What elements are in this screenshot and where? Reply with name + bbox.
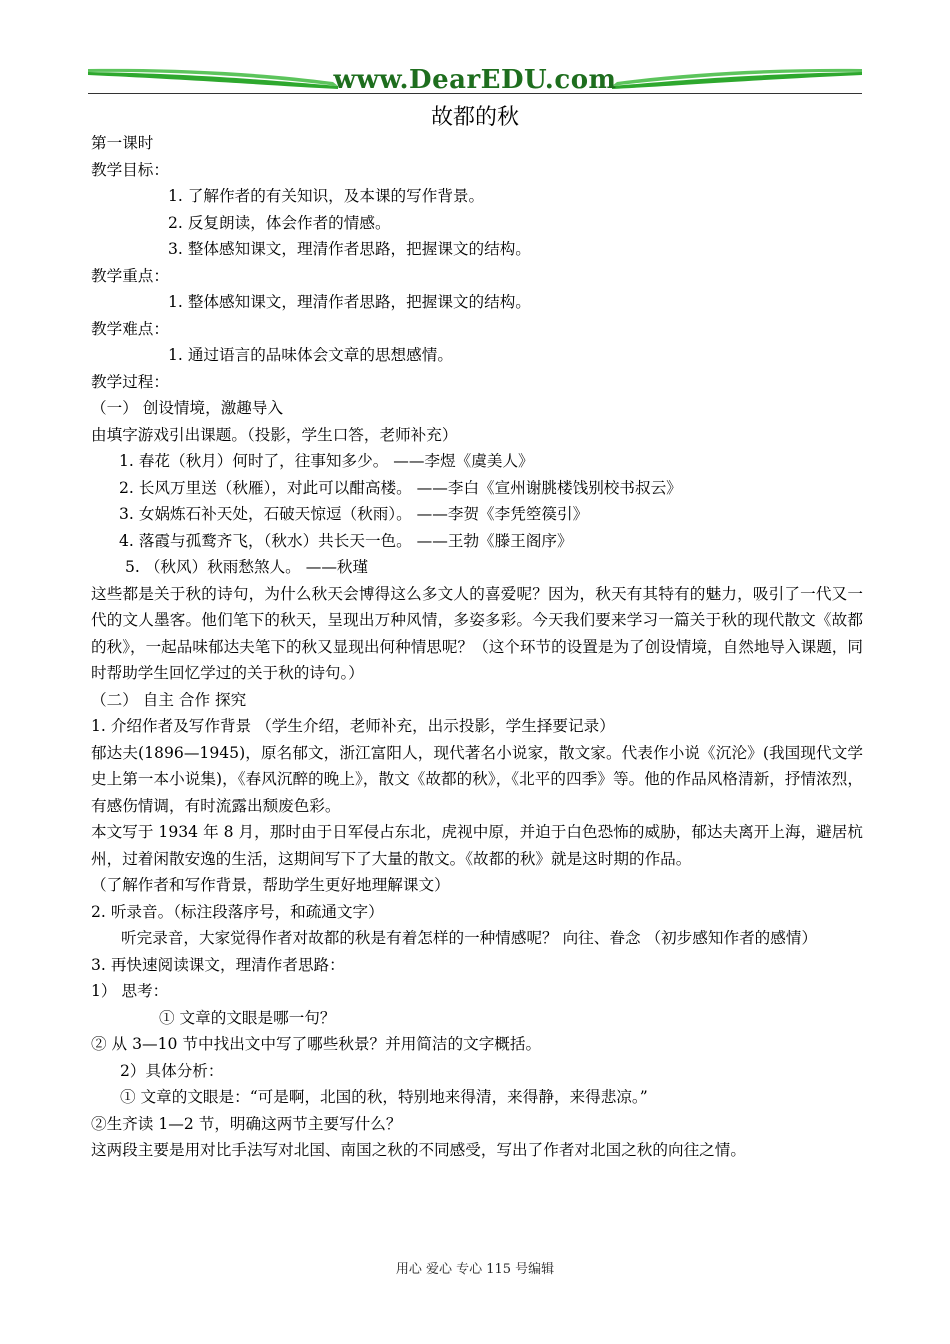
poem-item: 5. （秋风）秋雨愁煞人。 ——秋瑾 (125, 558, 369, 576)
paragraph: 2. 听录音。（标注段落序号，和疏通文字） (91, 902, 384, 921)
lesson-label: 第一课时 (91, 134, 154, 152)
poem-item: 1. 春花（秋月）何时了，往事知多少。 ——李煜《虞美人》 (119, 452, 534, 470)
section-heading: 教学重点： (91, 266, 169, 285)
poem-item: 2. 长风万里送（秋雁），对此可以酣高楼。 ——李白《宣州谢朓楼饯别校书叔云》 (119, 478, 682, 497)
paragraph: 3. 再快速阅读课文，理清作者思路： (91, 955, 345, 974)
list-item: ②生齐读 1—2 节，明确这两节主要写什么？ (91, 1114, 402, 1133)
section-heading: 教学目标： (91, 160, 169, 179)
site-header-banner (88, 62, 862, 94)
header-divider (88, 93, 862, 94)
list-item: ② 从 3—10 节中找出文中写了哪些秋景？并用简洁的文字概括。 (91, 1035, 542, 1053)
subsection-heading: （二） 自主 合作 探究 (91, 690, 247, 709)
list-item: 3. 整体感知课文，理清作者思路，把握课文的结构。 (168, 240, 531, 258)
paragraph: （了解作者和写作背景，帮助学生更好地理解课文） (91, 876, 450, 894)
paragraph: 这些都是关于秋的诗句，为什么秋天会博得这么多文人的喜爱呢？因为，秋天有其特有的魅力，吸引了一代又一代的文人墨客。他们笔下的秋天，呈现出万种风情，多姿多彩。今天我们要来学习一篇关于秋的现代散文《故都的秋》，一起品味郁达夫笔下的秋又显现出何种情思呢？（这个环节的设置是为了创设情境，自然地导入课题，同时帮助学生回忆学过的关于秋的诗句。） (91, 584, 863, 682)
poem-item: 3. 女娲炼石补天处，石破天惊逗（秋雨）。 ——李贺《李凭箜篌引》 (119, 505, 589, 523)
paragraph: 1. 介绍作者及写作背景 （学生介绍，老师补充，出示投影，学生择要记录） (91, 717, 615, 735)
page-footer: 用心 爱心 专心 115 号编辑 (395, 1262, 555, 1277)
document-body (91, 130, 863, 1164)
paragraph: 1） 思考： (91, 982, 169, 1000)
list-item: 1. 通过语言的品味体会文章的思想感情。 (168, 346, 453, 364)
section-heading: 教学难点： (91, 319, 169, 338)
list-item: 1. 了解作者的有关知识，及本课的写作背景。 (168, 187, 485, 205)
subsection-heading: （一） 创设情境，激趣导入 (91, 399, 284, 417)
site-brand: www.DearEDU.com (333, 65, 617, 95)
list-item: 2. 反复朗读，体会作者的情感。 (168, 213, 391, 232)
paragraph: 这两段主要是用对比手法写对北国、南国之秋的不同感受，写出了作者对北国之秋的向往之情。 (91, 1141, 746, 1159)
paragraph: 由填字游戏引出课题。（投影，学生口答，老师补充） (91, 425, 458, 444)
paragraph: 听完录音，大家觉得作者对故都的秋是有着怎样的一种情感呢？ 向往、眷念 （初步感知作者的感情） (121, 929, 818, 947)
paragraph: 郁达夫(1896—1945)，原名郁文，浙江富阳人，现代著名小说家，散文家。代表作小说《沉沦》(我国现代文学史上第一本小说集)，《春风沉醉的晚上》，散文《故都的秋》，《北平的四季》等。他的作品风格清新，抒情浓烈，有感伤情调，有时流露出颓废色彩。 (91, 743, 863, 815)
section-heading: 教学过程： (91, 372, 169, 391)
list-item: 1. 整体感知课文，理清作者思路，把握课文的结构。 (168, 293, 531, 311)
page-title: 故都的秋 (430, 105, 519, 130)
list-item: ① 文章的文眼是：“可是啊，北国的秋，特别地来得清，来得静，来得悲凉。” (120, 1088, 648, 1106)
poem-item: 4. 落霞与孤鹜齐飞，（秋水）共长天一色。 ——王勃《滕王阁序》 (119, 531, 573, 550)
paragraph: 本文写于 1934 年 8 月，那时由于日军侵占东北，虎视中原，并迫于白色恐怖的威胁，郁达夫离开上海，避居杭州，过着闲散安逸的生活，这期间写下了大量的散文。《故都的秋》就是这时期的作品。 (91, 823, 863, 868)
paragraph: 2）具体分析： (120, 1061, 224, 1080)
list-item: ① 文章的文眼是哪一句？ (159, 1008, 336, 1027)
